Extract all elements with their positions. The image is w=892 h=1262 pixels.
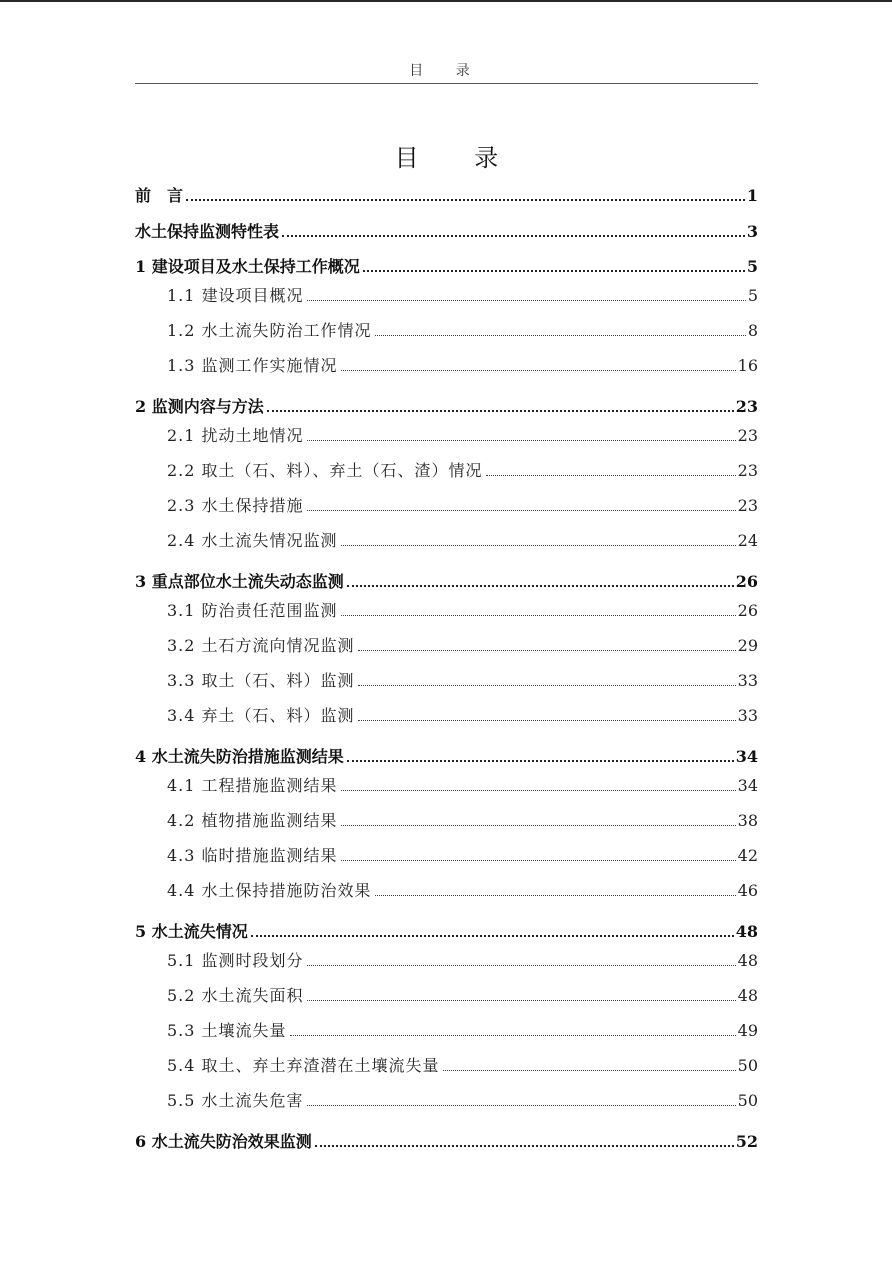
toc-entry-title: 3.2 土石方流向情况监测 <box>167 636 355 655</box>
toc-page-number: 29 <box>737 636 758 655</box>
toc-entry-title: 2 监测内容与方法 <box>135 397 264 416</box>
toc-section-entry[interactable] <box>167 1019 758 1043</box>
toc-section-entry[interactable] <box>167 354 758 378</box>
toc-entry-title: 5.2 水土流失面积 <box>167 986 304 1005</box>
toc-title: 目 录 <box>394 144 523 172</box>
toc-dot-leader <box>341 369 736 371</box>
toc-dot-leader <box>307 439 736 441</box>
toc-dot-leader <box>358 649 736 651</box>
toc-entry-title: 2.1 扰动土地情况 <box>167 426 304 445</box>
toc-page-number: 52 <box>735 1132 758 1151</box>
toc-page-number: 50 <box>737 1091 758 1110</box>
toc-dot-leader <box>358 719 736 721</box>
toc-dot-leader <box>307 299 746 301</box>
toc-page-number: 1 <box>746 186 758 205</box>
toc-page-number: 50 <box>737 1056 758 1075</box>
toc-chapter-entry[interactable] <box>135 920 758 944</box>
toc-page-number: 38 <box>737 811 758 830</box>
toc-section-entry[interactable] <box>167 634 758 658</box>
toc-section-entry[interactable] <box>167 424 758 448</box>
toc-chapter-entry[interactable] <box>135 395 758 419</box>
toc-page-number: 48 <box>735 922 758 941</box>
toc-dot-leader <box>251 934 734 937</box>
toc-dot-leader <box>186 198 745 201</box>
toc-section-entry[interactable] <box>167 704 758 728</box>
toc-entry-title: 4.4 水土保持措施防治效果 <box>167 881 372 900</box>
toc-dot-leader <box>307 1104 736 1106</box>
toc-entry-title: 5.3 土壤流失量 <box>167 1021 287 1040</box>
toc-dot-leader <box>363 269 745 272</box>
toc-dot-leader <box>341 824 736 826</box>
toc-entry-title: 4.2 植物措施监测结果 <box>167 811 338 830</box>
toc-section-entry[interactable] <box>167 949 758 973</box>
toc-section-entry[interactable] <box>167 844 758 868</box>
toc-entry-title: 6 水土流失防治效果监测 <box>135 1132 312 1151</box>
toc-section-entry[interactable] <box>167 774 758 798</box>
toc-page-number: 8 <box>747 321 758 340</box>
toc-entry-title: 5.1 监测时段划分 <box>167 951 304 970</box>
toc-page-number: 26 <box>737 601 758 620</box>
toc-dot-leader <box>347 584 734 587</box>
toc-section-entry[interactable] <box>167 599 758 623</box>
toc-dot-leader <box>375 894 736 896</box>
page-top-border <box>0 0 892 2</box>
toc-section-entry[interactable] <box>167 529 758 553</box>
toc-section-entry[interactable] <box>167 1054 758 1078</box>
toc-dot-leader <box>443 1069 736 1071</box>
toc-entry-title: 5.4 取土、弃土弃渣潜在土壤流失量 <box>167 1056 440 1075</box>
toc-dot-leader <box>307 964 736 966</box>
toc-entry-title: 1 建设项目及水土保持工作概况 <box>135 257 360 276</box>
toc-entry-title: 1.1 建设项目概况 <box>167 286 304 305</box>
toc-chapter-entry[interactable] <box>135 220 758 244</box>
toc-chapter-entry[interactable] <box>135 1130 758 1154</box>
toc-dot-leader <box>307 509 736 511</box>
toc-page-number: 24 <box>737 531 758 550</box>
toc-section-entry[interactable] <box>167 984 758 1008</box>
toc-entry-title: 4.3 临时措施监测结果 <box>167 846 338 865</box>
toc-section-entry[interactable] <box>167 669 758 693</box>
toc-page-number: 26 <box>735 572 758 591</box>
toc-chapter-entry[interactable] <box>135 255 758 279</box>
toc-page-number: 49 <box>737 1021 758 1040</box>
header-rule <box>135 83 758 84</box>
toc-chapter-entry[interactable] <box>135 745 758 769</box>
toc-section-entry[interactable] <box>167 1089 758 1113</box>
toc-dot-leader <box>358 684 736 686</box>
toc-page-number: 5 <box>747 286 758 305</box>
toc-page-number: 33 <box>737 706 758 725</box>
toc-entry-title: 3.1 防治责任范围监测 <box>167 601 338 620</box>
toc-page-number: 23 <box>735 397 758 416</box>
toc-dot-leader <box>282 234 745 237</box>
toc-dot-leader <box>341 789 736 791</box>
running-header: 目 录 <box>409 63 484 79</box>
toc-page-number: 5 <box>746 257 758 276</box>
toc-chapter-entry[interactable] <box>135 570 758 594</box>
toc-entry-title: 4 水土流失防治措施监测结果 <box>135 747 344 766</box>
toc-page-number: 48 <box>737 986 758 1005</box>
toc-entry-title: 4.1 工程措施监测结果 <box>167 776 338 795</box>
toc-entry-title: 5 水土流失情况 <box>135 922 248 941</box>
toc-page-number: 48 <box>737 951 758 970</box>
toc-page-number: 46 <box>737 881 758 900</box>
toc-dot-leader <box>341 614 736 616</box>
toc-entry-title: 2.3 水土保持措施 <box>167 496 304 515</box>
toc-page-number: 42 <box>737 846 758 865</box>
toc-page-number: 16 <box>737 356 758 375</box>
toc-section-entry[interactable] <box>167 284 758 308</box>
toc-entry-title: 3.3 取土（石、料）监测 <box>167 671 355 690</box>
toc-entry-title: 2.4 水土流失情况监测 <box>167 531 338 550</box>
toc-page-number: 23 <box>737 461 758 480</box>
toc-dot-leader <box>341 859 736 861</box>
toc-section-entry[interactable] <box>167 879 758 903</box>
toc-dot-leader <box>486 474 736 476</box>
toc-entry-title: 3.4 弃土（石、料）监测 <box>167 706 355 725</box>
toc-page-number: 34 <box>737 776 758 795</box>
toc-section-entry[interactable] <box>167 459 758 483</box>
toc-dot-leader <box>347 759 734 762</box>
toc-entry-title: 1.2 水土流失防治工作情况 <box>167 321 372 340</box>
toc-dot-leader <box>267 409 734 412</box>
toc-entry-title: 3 重点部位水土流失动态监测 <box>135 572 344 591</box>
toc-entry-title: 2.2 取土（石、料）、弃土（石、渣）情况 <box>167 461 483 480</box>
toc-dot-leader <box>341 544 736 546</box>
toc-section-entry[interactable] <box>167 809 758 833</box>
toc-entry-title: 1.3 监测工作实施情况 <box>167 356 338 375</box>
toc-dot-leader <box>290 1034 736 1036</box>
toc-section-entry[interactable] <box>167 494 758 518</box>
toc-page-number: 23 <box>737 426 758 445</box>
toc-dot-leader <box>307 999 736 1001</box>
toc-chapter-entry[interactable] <box>135 184 758 208</box>
toc-dot-leader <box>315 1144 734 1147</box>
toc-page-number: 33 <box>737 671 758 690</box>
toc-entry-title: 前 言 <box>135 186 184 205</box>
toc-entry-title: 水土保持监测特性表 <box>135 222 280 241</box>
toc-section-entry[interactable] <box>167 319 758 343</box>
toc-entry-title: 5.5 水土流失危害 <box>167 1091 304 1110</box>
toc-page-number: 23 <box>737 496 758 515</box>
toc-page-number: 3 <box>746 222 758 241</box>
toc-dot-leader <box>375 334 746 336</box>
toc-page-number: 34 <box>735 747 758 766</box>
